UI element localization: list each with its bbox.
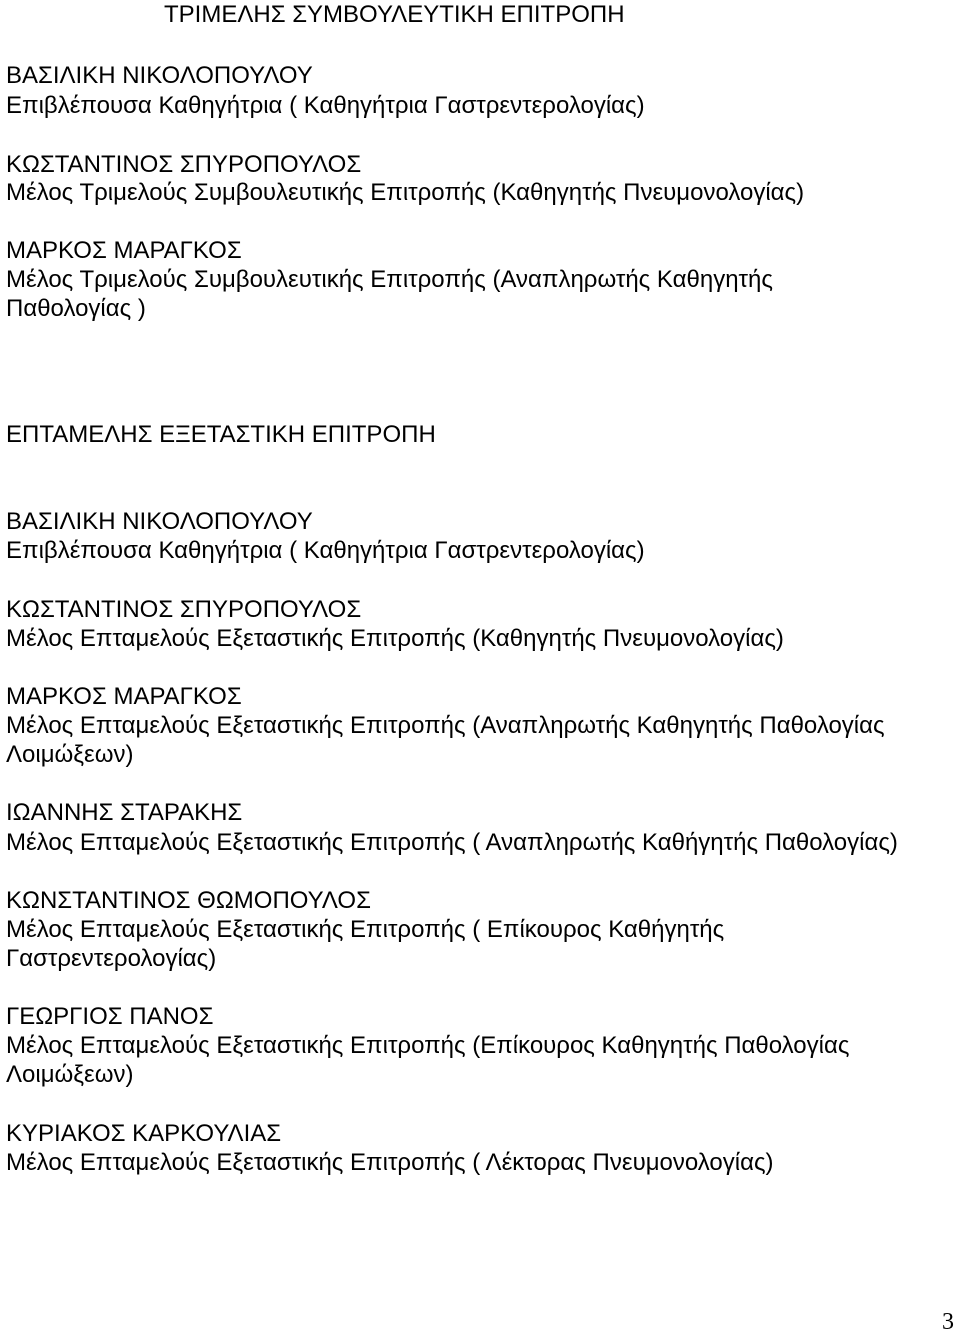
exam-member-5-name: ΚΩΝΣΤΑΝΤΙΝΟΣ ΘΩΜΟΠΟΥΛΟΣ bbox=[6, 887, 371, 914]
advisory-member-2-role: Μέλος Τριμελούς Συμβουλευτικής Επιτροπής (Καθηγητής Πνευμονολογίας) bbox=[6, 179, 805, 206]
examination-committee-title: ΕΠΤΑΜΕΛΗΣ ΕΞΕΤΑΣΤΙΚΗ ΕΠΙΤΡΟΠΗ bbox=[6, 421, 436, 448]
exam-member-3-role-line-2: Λοιμώξεων) bbox=[6, 741, 134, 768]
exam-member-5-role-line-2: Γαστρεντερολογίας) bbox=[6, 945, 217, 972]
exam-member-1-name: ΒΑΣΙΛΙΚΗ ΝΙΚΟΛΟΠΟΥΛΟΥ bbox=[6, 508, 313, 535]
exam-member-3-name: ΜΑΡΚΟΣ ΜΑΡΑΓΚΟΣ bbox=[6, 683, 242, 710]
exam-member-7-name: ΚΥΡΙΑΚΟΣ ΚΑΡΚΟΥΛΙΑΣ bbox=[6, 1120, 282, 1147]
exam-member-5-role-line-1: Μέλος Επταμελούς Εξεταστικής Επιτροπής ( Επίκουρος Καθήγητής bbox=[6, 916, 725, 943]
exam-member-4-name: ΙΩΑΝΝΗΣ ΣΤΑΡΑΚΗΣ bbox=[6, 799, 243, 826]
exam-member-2-name: ΚΩΣΤΑΝΤΙΝΟΣ ΣΠΥΡΟΠΟΥΛΟΣ bbox=[6, 596, 362, 623]
advisory-member-3-role-line-1: Μέλος Τριμελούς Συμβουλευτικής Επιτροπής (Αναπληρωτής Καθηγητής bbox=[6, 266, 773, 293]
exam-member-6-role-line-2: Λοιμώξεων) bbox=[6, 1061, 134, 1088]
exam-member-6-role-line-1: Μέλος Επταμελούς Εξεταστικής Επιτροπής (Επίκουρος Καθηγητής Παθολογίας bbox=[6, 1032, 850, 1059]
advisory-member-3-role-line-2: Παθολογίας ) bbox=[6, 295, 146, 322]
advisory-committee-title: ΤΡΙΜΕΛΗΣ ΣΥΜΒΟΥΛΕΥΤΙΚΗ ΕΠΙΤΡΟΠΗ bbox=[164, 1, 625, 28]
exam-member-2-role: Μέλος Επταμελούς Εξεταστικής Επιτροπής (Καθηγητής Πνευμονολογίας) bbox=[6, 625, 784, 652]
advisory-member-2-name: ΚΩΣΤΑΝΤΙΝΟΣ ΣΠΥΡΟΠΟΥΛΟΣ bbox=[6, 151, 362, 178]
exam-member-7-role: Μέλος Επταμελούς Εξεταστικής Επιτροπής ( Λέκτορας Πνευμονολογίας) bbox=[6, 1149, 774, 1176]
page-number: 3 bbox=[942, 1309, 954, 1335]
advisory-member-1-name: ΒΑΣΙΛΙΚΗ ΝΙΚΟΛΟΠΟΥΛΟΥ bbox=[6, 62, 313, 89]
exam-member-4-role: Μέλος Επταμελούς Εξεταστικής Επιτροπής ( Αναπληρωτής Καθήγητής Παθολογίας) bbox=[6, 829, 898, 856]
exam-member-6-name: ΓΕΩΡΓΙΟΣ ΠΑΝΟΣ bbox=[6, 1003, 214, 1030]
advisory-member-1-role: Επιβλέπουσα Καθηγήτρια ( Καθηγήτρια Γαστρεντερολογίας) bbox=[6, 92, 645, 119]
exam-member-1-role: Επιβλέπουσα Καθηγήτρια ( Καθηγήτρια Γαστρεντερολογίας) bbox=[6, 537, 645, 564]
exam-member-3-role-line-1: Μέλος Επταμελούς Εξεταστικής Επιτροπής (Αναπληρωτής Καθηγητής Παθολογίας bbox=[6, 712, 885, 739]
advisory-member-3-name: ΜΑΡΚΟΣ ΜΑΡΑΓΚΟΣ bbox=[6, 237, 242, 264]
